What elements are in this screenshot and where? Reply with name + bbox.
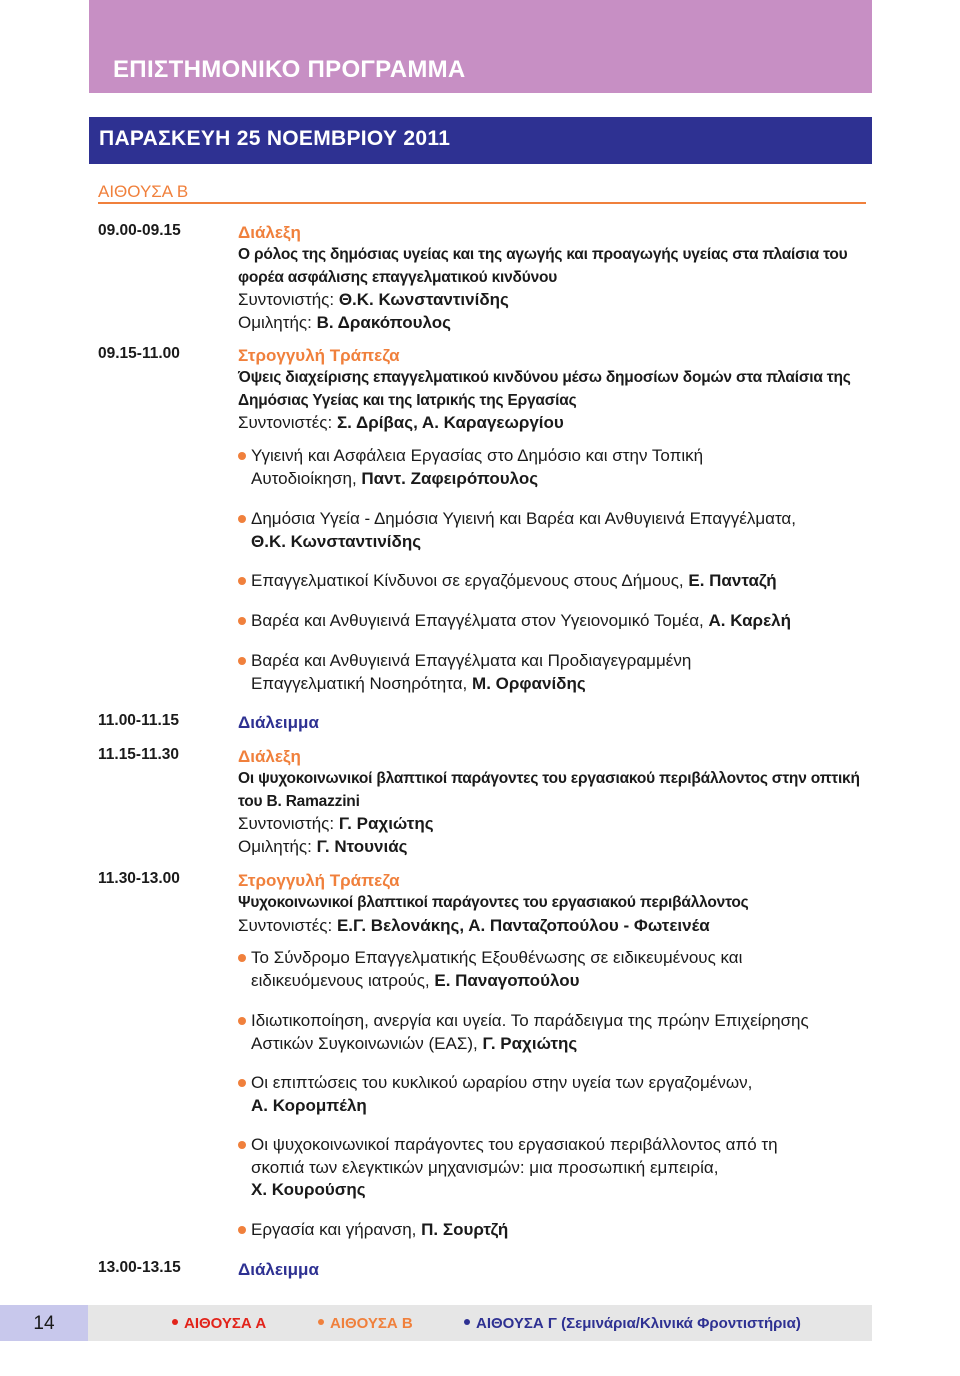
talk-title: Δημόσια Υγεία - Δημόσια Υγιεινή και Βαρέα και Ανθυγιεινά Επαγγέλματα,	[251, 509, 796, 528]
page-footer	[0, 1305, 960, 1341]
bullet-icon	[238, 452, 246, 460]
bullet-icon	[238, 577, 246, 585]
talk-author: Χ. Κουρούσης	[251, 1180, 366, 1199]
session-subject-line: Ο ρόλος της δημόσιας υγείας και της αγωγής και προαγωγής υγείας στα πλαίσια του	[238, 246, 848, 263]
talk-item	[238, 1072, 871, 1117]
talk-title: Οι ψυχοκοινωνικοί παράγοντες του εργασιακού περιβάλλοντος από τη	[251, 1135, 778, 1154]
coordinator-label: Συντονιστές:	[238, 915, 333, 935]
session-kind: Στρογγυλή Τράπεζα	[238, 346, 400, 365]
bullet-icon	[238, 1226, 246, 1234]
session-time: 11.30-13.00	[98, 870, 180, 887]
coordinator-label: Συντονιστής:	[238, 290, 335, 309]
session-subject-line: Οι ψυχοκοινωνικοί βλαπτικοί παράγοντες του εργασιακού περιβάλλοντος στην οπτική	[238, 770, 860, 787]
session-content	[238, 222, 868, 334]
talk-item	[238, 508, 871, 553]
talk-author: Α. Καρελή	[708, 611, 791, 630]
talk-item	[238, 1219, 871, 1242]
session-content	[238, 712, 868, 734]
talk-title-cont: Αστικών Συγκοινωνιών (ΕΑΣ), Γ. Ραχιώτης	[251, 1033, 578, 1053]
dot-icon	[172, 1319, 178, 1325]
talk-author: Θ.Κ. Κωνσταντινίδης	[251, 531, 422, 551]
talk-item	[238, 610, 871, 633]
talk-author-line	[251, 1179, 871, 1202]
speaker-name: Β. Δρακόπουλος	[316, 312, 451, 332]
bullet-icon	[238, 954, 246, 962]
session-content	[238, 746, 868, 858]
talk-title: Βαρέα και Ανθυγιεινά Επαγγέλματα και Προδιαγεγραμμένη	[251, 651, 692, 670]
speaker-line	[238, 836, 868, 859]
room-label: ΑΙΘΟΥΣΑ Β	[98, 182, 189, 201]
bullet-icon	[238, 515, 246, 523]
coordinator-line	[238, 915, 868, 938]
session-content	[238, 870, 868, 937]
talk-item	[238, 570, 871, 593]
talk-title-cont: σκοπιά των ελεγκτικών μηχανισμών: μια προσωπική εμπειρία,	[251, 1157, 719, 1177]
session-time: 11.00-11.15	[98, 712, 180, 729]
program-title-bar	[89, 0, 872, 93]
talk-item	[238, 947, 871, 992]
talk-title: Εργασία και γήρανση, Π. Σουρτζή	[251, 1220, 509, 1239]
speaker-label: Ομιλητής:	[238, 836, 312, 856]
coordinator-line	[238, 289, 868, 312]
speaker-line	[238, 312, 868, 335]
coordinator-line	[238, 813, 868, 836]
talk-item	[238, 650, 871, 695]
coordinator-name: Θ.Κ. Κωνσταντινίδης	[338, 290, 509, 309]
session-kind: Στρογγυλή Τράπεζα	[238, 871, 400, 890]
session-time: 13.00-13.15	[98, 1259, 181, 1276]
talk-author: Μ. Ορφανίδης	[472, 673, 586, 693]
session-kind: Διάλειμμα	[238, 713, 319, 732]
bullet-icon	[238, 657, 246, 665]
legend-room-b: ΑΙΘΟΥΣΑ Β	[318, 1315, 413, 1332]
talk-title-cont: Αυτοδιοίκηση, Παντ. Ζαφειρόπουλος	[251, 468, 539, 488]
session-time: 09.00-09.15	[98, 222, 181, 239]
bullet-icon	[238, 617, 246, 625]
speaker-name: Γ. Ντουνιάς	[316, 836, 408, 856]
coordinator-label: Συντονιστές:	[238, 413, 333, 432]
session-content	[238, 1259, 868, 1281]
talk-author: Γ. Ραχιώτης	[482, 1033, 578, 1053]
session-subject-line: του Β. Ramazzini	[238, 792, 360, 810]
session-kind: Διάλεξη	[238, 747, 301, 766]
coordinator-name: Σ. Δρίβας, Α. Καραγεωργίου	[336, 413, 564, 432]
session-kind: Διάλειμμα	[238, 1260, 319, 1279]
talk-title-cont: ειδικευόμενους ιατρούς, Ε. Παναγοπούλου	[251, 970, 580, 990]
talk-author: Ε. Παναγοπούλου	[434, 970, 580, 990]
day-title: ΠΑΡΑΣΚΕΥΗ 25 ΝΟΕΜΒΡΙΟΥ 2011	[99, 127, 451, 150]
page-number-box	[0, 1305, 88, 1341]
talk-author: Π. Σουρτζή	[421, 1220, 509, 1239]
coordinator-label: Συντονιστής:	[238, 814, 335, 833]
legend-room-c: ΑΙΘΟΥΣΑ Γ (Σεμινάρια/Κλινικά Φροντιστήρια)	[464, 1315, 801, 1332]
session-time: 09.15-11.00	[98, 345, 180, 362]
page-number: 14	[33, 1313, 55, 1334]
talk-author: Παντ. Ζαφειρόπουλος	[361, 468, 539, 488]
session-subject-line: Όψεις διαχείρισης επαγγελματικού κινδύνου μέσω δημοσίων δομών στα πλαίσια της	[238, 369, 851, 386]
talk-item	[238, 1010, 871, 1055]
dot-icon	[464, 1319, 470, 1325]
bullet-icon	[238, 1079, 246, 1087]
bullet-icon	[238, 1141, 246, 1149]
session-subject-line: φορέα ασφάλισης επαγγελματικού κινδύνου	[238, 268, 558, 286]
talk-title-cont	[251, 531, 871, 554]
day-bar	[89, 117, 872, 164]
talk-title: Υγιεινή και Ασφάλεια Εργασίας στο Δημόσιο και στην Τοπική	[251, 446, 704, 465]
session-kind: Διάλεξη	[238, 223, 301, 242]
coordinator-name: Ε.Γ. Βελονάκης, Α. Πανταζοπούλου - Φωτεινέα	[336, 915, 710, 935]
coordinator-name: Γ. Ραχιώτης	[338, 814, 434, 833]
talk-author: Α. Κορομπέλη	[251, 1095, 367, 1115]
talk-title: Το Σύνδρομο Επαγγελματικής Εξουθένωσης σε ειδικευμένους και	[251, 948, 743, 967]
legend-room-a: ΑΙΘΟΥΣΑ Α	[172, 1315, 266, 1332]
session-time: 11.15-11.30	[98, 746, 180, 763]
dot-icon	[318, 1319, 324, 1325]
talk-title: Βαρέα και Ανθυγιεινά Επαγγέλματα στον Υγειονομικό Τομέα, Α. Καρελή	[251, 611, 791, 630]
talk-title-cont: Επαγγελματική Νοσηρότητα, Μ. Ορφανίδης	[251, 673, 586, 693]
program-title: ΕΠΙΣΤΗΜΟΝΙΚΟ ΠΡΟΓΡΑΜΜΑ	[113, 56, 466, 83]
session-content	[238, 345, 868, 435]
talk-item	[238, 445, 871, 490]
talk-author: Ε. Πανταζή	[688, 571, 777, 590]
room-divider	[98, 202, 866, 204]
session-subject-line: Ψυχοκοινωνικοί βλαπτικοί παράγοντες του εργασιακού περιβάλλοντος	[238, 894, 749, 911]
coordinator-line	[238, 412, 868, 435]
talk-title-cont	[251, 1095, 871, 1118]
session-subject-line: Δημόσιας Υγείας και της Ιατρικής της Εργασίας	[238, 391, 577, 409]
talk-title: Οι επιπτώσεις του κυκλικού ωραρίου στην υγεία των εργαζομένων,	[251, 1073, 753, 1092]
bullet-icon	[238, 1017, 246, 1025]
talk-title: Ιδιωτικοποίηση, ανεργία και υγεία. Το παράδειγμα της πρώην Επιχείρησης	[251, 1011, 809, 1030]
talk-title: Επαγγελματικοί Κίνδυνοι σε εργαζόμενους στους Δήμους, Ε. Πανταζή	[251, 571, 777, 590]
talk-item	[238, 1134, 871, 1202]
speaker-label: Ομιλητής:	[238, 312, 312, 332]
